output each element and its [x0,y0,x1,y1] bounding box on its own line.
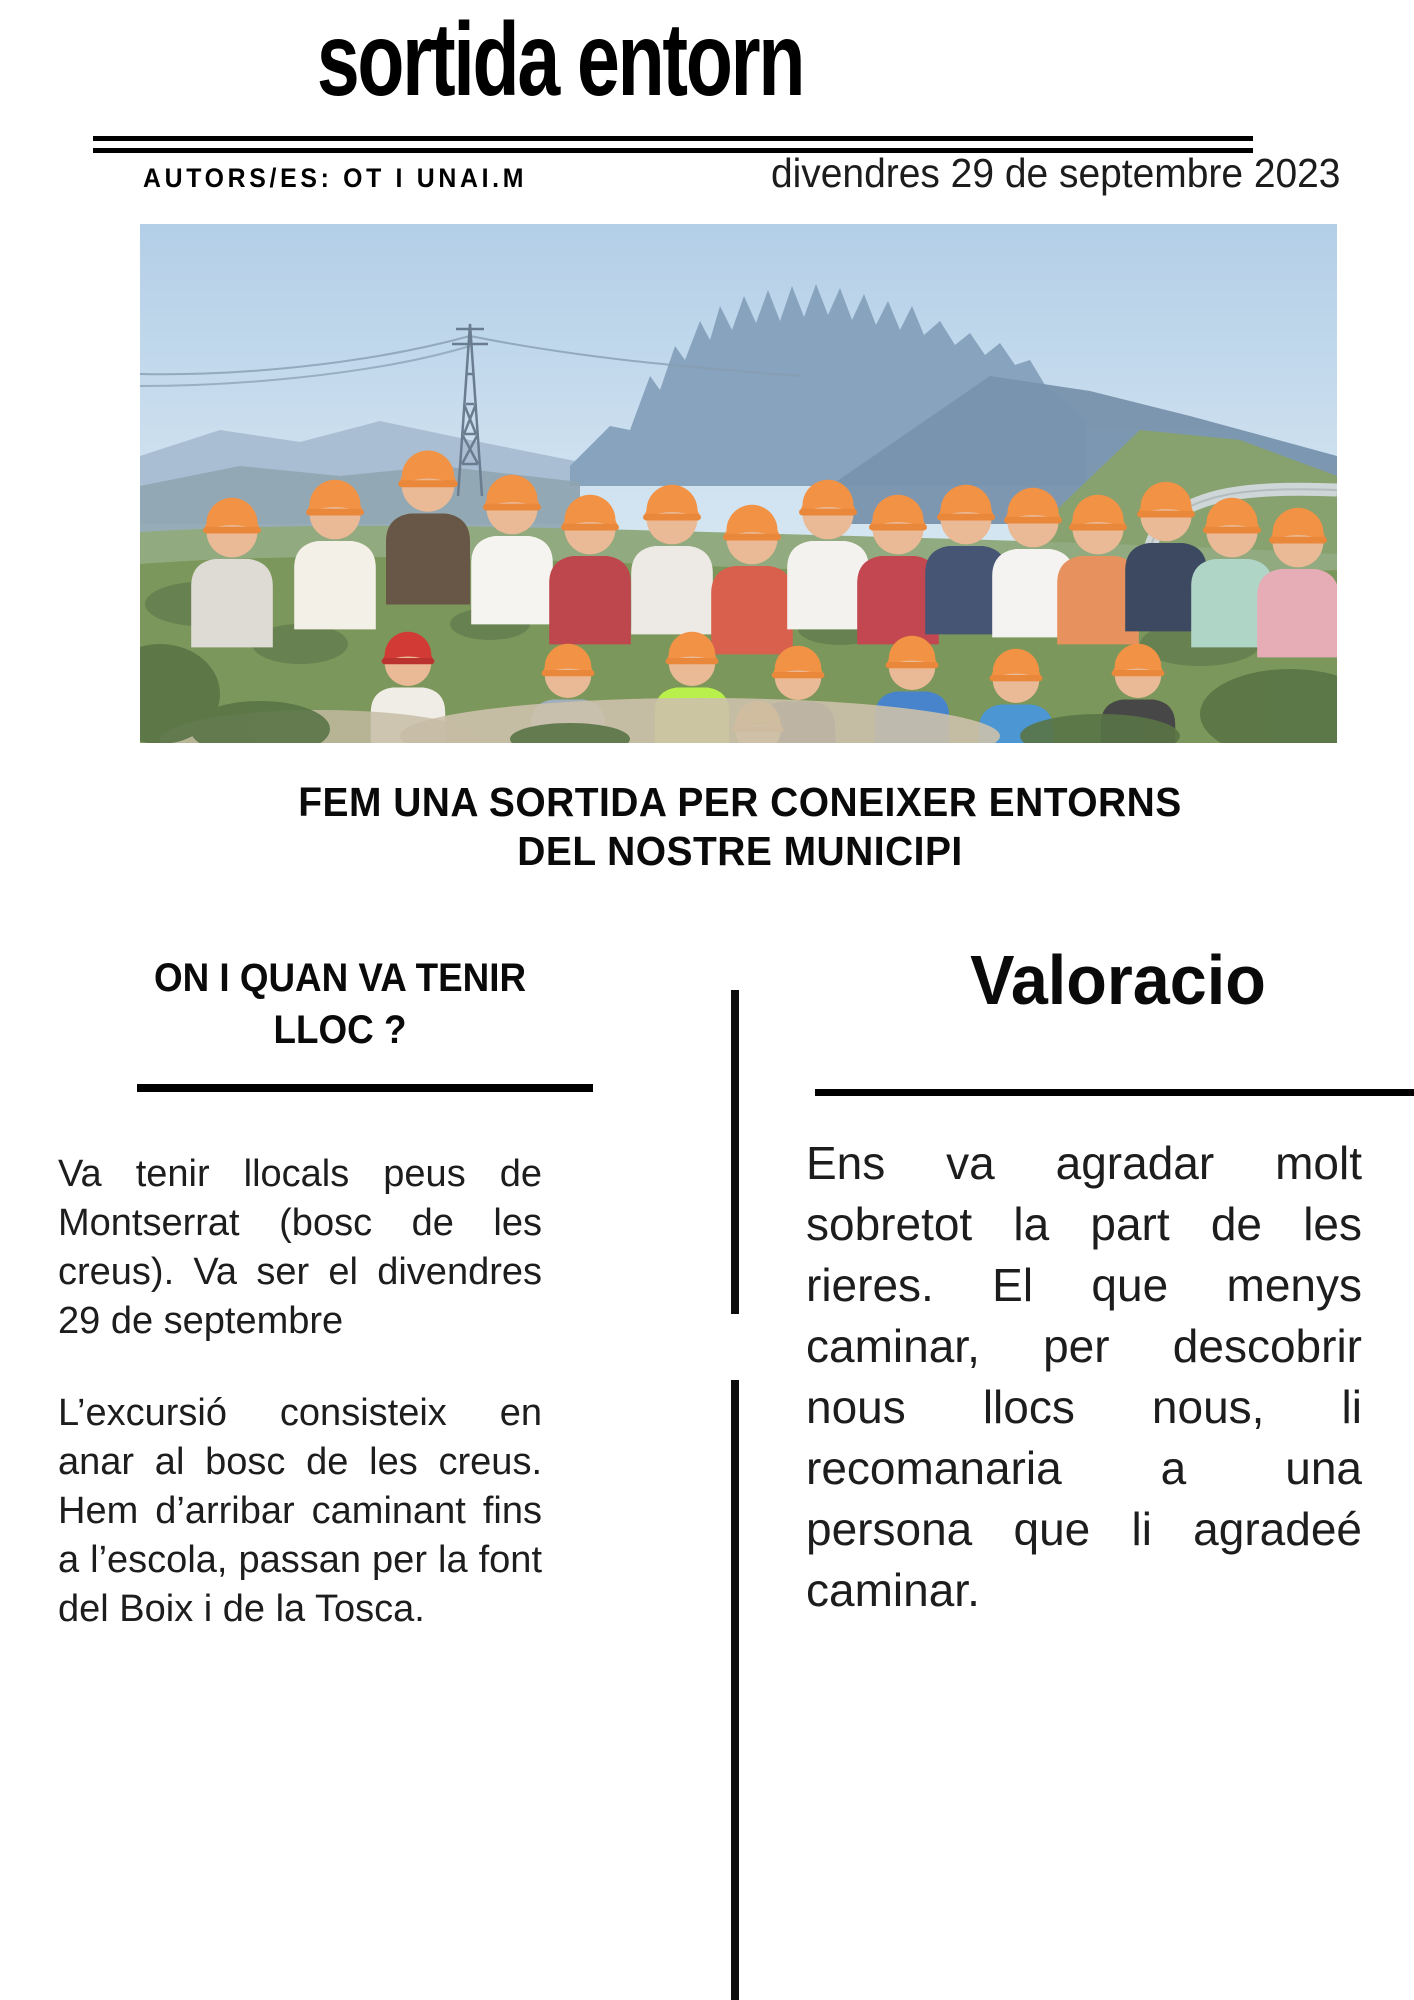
photo-caption-line1: FEM UNA SORTIDA PER CONEIXER ENTORNS [298,779,1182,825]
left-paragraph-1: Va tenir llocals peus de Montserrat (bosc de les creus). Va ser el divendres 29 de septembre [58,1153,542,1342]
left-column-body [58,1150,542,1634]
photo-caption [170,778,1310,876]
column-divider-upper [731,990,739,1314]
right-paragraph-1: Ens va agradar molt sobretot la part de les rieres. El que menys caminar, per descobrir nous llocs nous, li recomanaria a una persona que li agradeé caminar. [806,1137,1362,1616]
hike-photo-illustration [140,224,1337,743]
page-title: sortida entorn [316,2,804,118]
photo-caption-line2: DEL NOSTRE MUNICIPI [517,828,963,874]
left-heading-rule [137,1084,593,1092]
hike-group-photo [140,224,1337,743]
date-line: divendres 29 de septembre 2023 [770,150,1340,196]
left-column-heading: ON I QUAN VA TENIR LLOC ? [153,956,527,1052]
column-divider-lower [731,1380,739,2000]
right-column-body [806,1133,1362,1621]
rule-top [93,136,1253,141]
right-heading-rule [815,1089,1414,1096]
left-paragraph-2: L’excursió consisteix en anar al bosc de les creus. Hem d’arribar caminant fins a l’escola, passan per la font del Boix i de la Tosca. [58,1392,542,1630]
right-column-heading: Valoracio [970,941,1266,1019]
authors-line: AUTORS/ES: OT I UNAI.M [143,163,528,193]
